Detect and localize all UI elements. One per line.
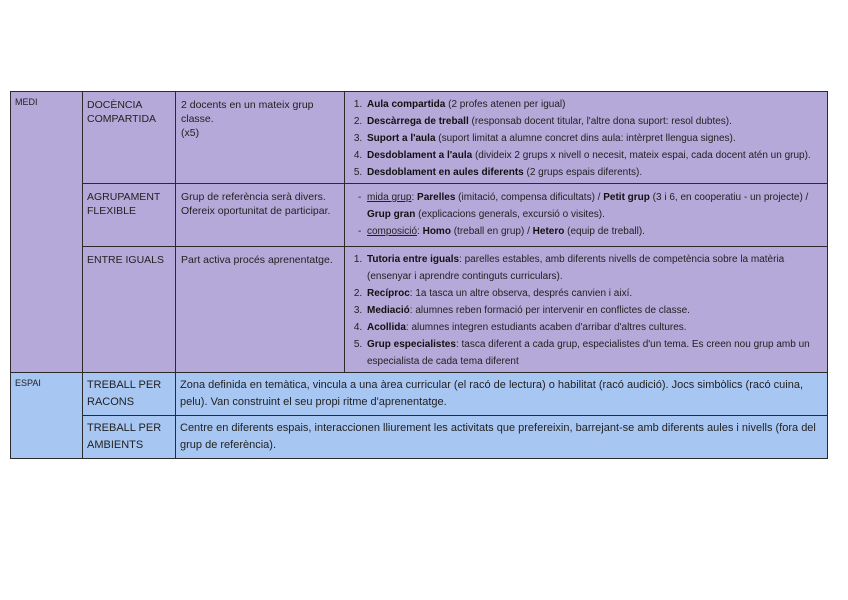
row-name: AGRUPAMENT FLEXIBLE [87, 191, 161, 217]
row-detail-cell [176, 373, 828, 416]
row-desc: Part activa procés aprenentatge. [181, 254, 333, 266]
row-name-cell [83, 373, 176, 416]
table-row [11, 373, 828, 416]
list-item: 4. Desdoblament a l'aula (divideix 2 grups x nivell o necesit, mateix espai, cada docent atén un grup). [365, 147, 823, 164]
group-cell-medi [11, 92, 83, 373]
row-text: Zona definida en temàtica, vincula a una àrea curricular (el racó de lectura) o habilitat (racó audició). Jocs simbòlics (racó cuina, pelu). Van construint el seu propi ritme d'aprenentatge. [180, 379, 804, 408]
group-label: MEDI [15, 97, 38, 107]
group-cell-espai [11, 373, 83, 459]
row-detail-cell [345, 184, 828, 247]
row-name-cell [83, 416, 176, 459]
table-row [11, 92, 828, 184]
row-desc-extra: (x5) [181, 127, 200, 139]
list-item: 3. Suport a l'aula (suport limitat a alumne concret dins aula: intèrpret llengua signes). [365, 130, 823, 147]
row-desc-cell [176, 92, 345, 184]
numbered-list [349, 251, 823, 370]
list-item: 1. Aula compartida (2 profes atenen per igual) [365, 96, 823, 113]
list-item: 2. Recíproc: 1a tasca un altre observa, després canvien i així. [365, 285, 823, 302]
table-row [11, 416, 828, 459]
row-name-cell [83, 92, 176, 184]
dash-list [349, 189, 823, 240]
organization-table [10, 91, 828, 459]
row-name-cell [83, 247, 176, 373]
row-desc: Grup de referència serà divers. [181, 191, 326, 203]
row-detail-cell [345, 247, 828, 373]
list-item: 5. Desdoblament en aules diferents (2 grups espais diferents). [365, 164, 823, 181]
list-item: 4. Acollida: alumnes integren estudiants acaben d'arribar d'altres cultures. [365, 319, 823, 336]
row-name: ENTRE IGUALS [87, 254, 165, 266]
list-item: - composició: Homo (treball en grup) / Hetero (equip de treball). [361, 223, 823, 240]
row-text: Centre en diferents espais, interaccionen lliurement les activitats que prefereixin, barrejant-se amb diferents aules i nivells (fora del grup de referència). [180, 422, 816, 451]
list-item: 5. Grup especialistes: tasca diferent a cada grup, especialistes d'un tema. Es creen nou grup amb un especialista de cada tema diferent [365, 336, 823, 370]
list-item: 3. Mediació: alumnes reben formació per intervenir en conflictes de classe. [365, 302, 823, 319]
numbered-list [349, 96, 823, 181]
table-row [11, 247, 828, 373]
group-label: ESPAI [15, 378, 41, 388]
row-detail-cell [345, 92, 828, 184]
row-desc-cell [176, 247, 345, 373]
row-desc: 2 docents en un mateix grup classe. [181, 99, 314, 125]
list-item: - mida grup: Parelles (imitació, compensa dificultats) / Petit grup (3 i 6, en cooperatiu - un projecte) / Grup gran (explicacions generals, excursió o visites). [361, 189, 823, 223]
list-item: 2. Descàrrega de treball (responsab docent titular, l'altre dona suport: resol dubtes). [365, 113, 823, 130]
row-desc-cell [176, 184, 345, 247]
row-name: DOCÈNCIA COMPARTIDA [87, 99, 157, 125]
list-item: 1. Tutoria entre iguals: parelles estables, amb diferents nivells de competència sobre la matèria (ensenyar i aprendre continguts curriculars). [365, 251, 823, 285]
table-row [11, 184, 828, 247]
row-name-cell [83, 184, 176, 247]
row-detail-cell [176, 416, 828, 459]
row-name: TREBALL PER RACONS [87, 379, 162, 408]
row-name: TREBALL PER AMBIENTS [87, 422, 162, 451]
row-desc-extra: Ofereix oportunitat de participar. [181, 205, 331, 217]
